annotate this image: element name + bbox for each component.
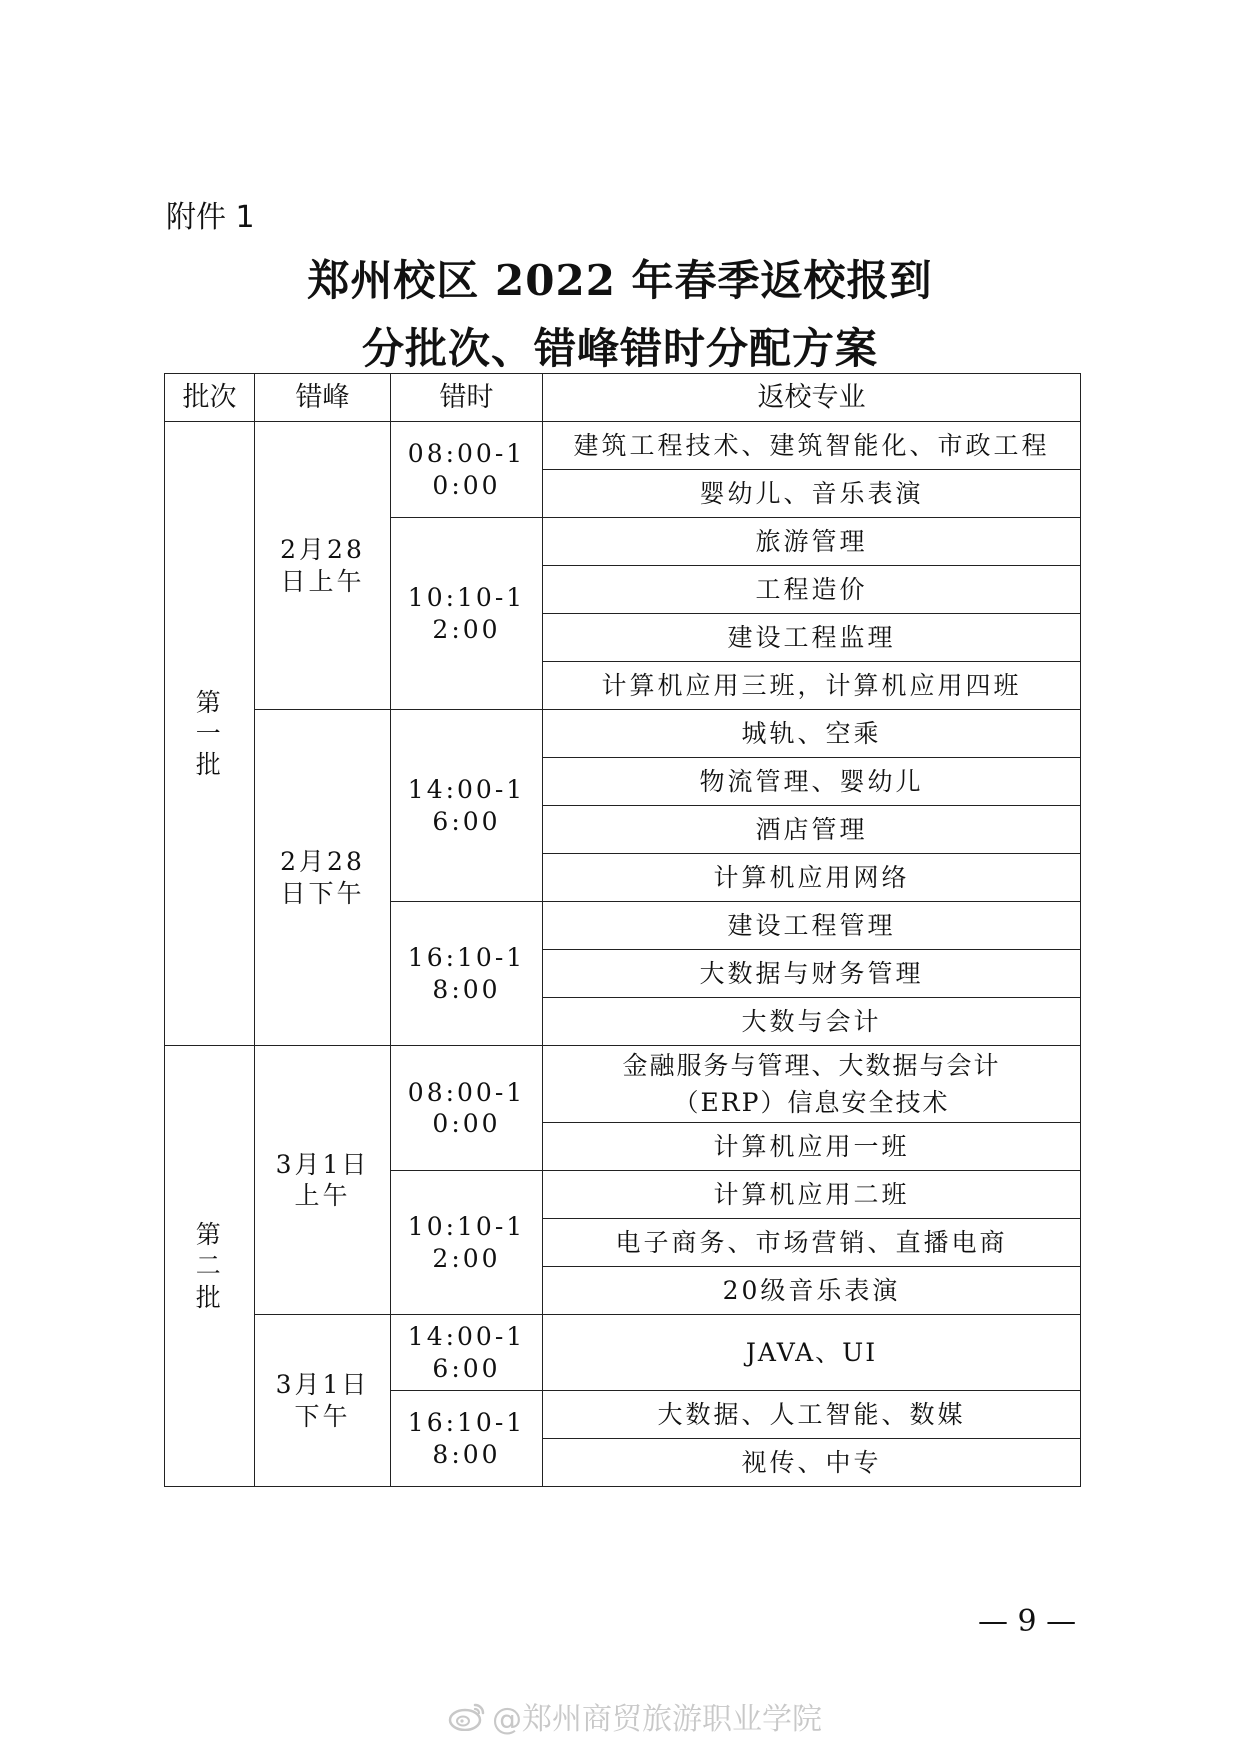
major-cell: 物流管理、婴幼儿 (543, 758, 1081, 806)
header-batch: 批次 (165, 374, 255, 422)
table-row (165, 710, 1081, 758)
major-cell: 城轨、空乘 (543, 710, 1081, 758)
peak-cell: 2月28日上午 (255, 422, 391, 710)
watermark (448, 1694, 822, 1738)
major-cell: 大数与会计 (543, 998, 1081, 1046)
table-row (165, 1046, 1081, 1123)
header-major: 返校专业 (543, 374, 1081, 422)
header-time: 错时 (391, 374, 543, 422)
major-cell: 计算机应用一班 (543, 1123, 1081, 1171)
batch-cell: 第一批 (165, 422, 255, 1046)
page-number: — 9 — (978, 1604, 1077, 1639)
document-title-line1: 郑州校区 2022 年春季返校报到 (307, 256, 933, 305)
major-cell: 建设工程监理 (543, 614, 1081, 662)
major-cell: 电子商务、市场营销、直播电商 (543, 1219, 1081, 1267)
attachment-label: 附件 1 (166, 200, 255, 235)
major-cell: 20级音乐表演 (543, 1267, 1081, 1315)
schedule-table (164, 373, 1081, 1487)
major-cell: 婴幼儿、音乐表演 (543, 470, 1081, 518)
major-cell: 计算机应用二班 (543, 1171, 1081, 1219)
major-cell: 建筑工程技术、建筑智能化、市政工程 (543, 422, 1081, 470)
time-slot-cell: 08:00-10:00 (391, 1046, 543, 1171)
table-header-row (165, 374, 1081, 422)
major-cell: 酒店管理 (543, 806, 1081, 854)
time-slot-cell: 14:00-16:00 (391, 1315, 543, 1391)
time-slot-cell: 08:00-10:00 (391, 422, 543, 518)
table-row (165, 1315, 1081, 1391)
major-cell: 计算机应用网络 (543, 854, 1081, 902)
table-row (165, 422, 1081, 470)
time-slot-cell: 10:10-12:00 (391, 518, 543, 710)
major-cell: 建设工程管理 (543, 902, 1081, 950)
header-peak: 错峰 (255, 374, 391, 422)
major-cell: 大数据、人工智能、数媒 (543, 1391, 1081, 1439)
peak-cell: 2月28日下午 (255, 710, 391, 1046)
document-title-line2: 分批次、错峰错时分配方案 (361, 324, 878, 373)
major-cell: 大数据与财务管理 (543, 950, 1081, 998)
major-cell: 计算机应用三班，计算机应用四班 (543, 662, 1081, 710)
weibo-logo-icon (448, 1701, 486, 1731)
peak-cell: 3月1日下午 (255, 1315, 391, 1487)
time-slot-cell: 10:10-12:00 (391, 1171, 543, 1315)
major-cell: JAVA、UI (543, 1315, 1081, 1391)
major-cell: 金融服务与管理、大数据与会计（ERP）信息安全技术 (543, 1046, 1081, 1123)
time-slot-cell: 16:10-18:00 (391, 902, 543, 1046)
major-cell: 视传、中专 (543, 1439, 1081, 1487)
watermark-text: @郑州商贸旅游职业学院 (492, 1702, 822, 1737)
major-cell: 旅游管理 (543, 518, 1081, 566)
peak-cell: 3月1日上午 (255, 1046, 391, 1315)
time-slot-cell: 16:10-18:00 (391, 1391, 543, 1487)
batch-cell: 第二批 (165, 1046, 255, 1487)
major-cell: 工程造价 (543, 566, 1081, 614)
time-slot-cell: 14:00-16:00 (391, 710, 543, 902)
